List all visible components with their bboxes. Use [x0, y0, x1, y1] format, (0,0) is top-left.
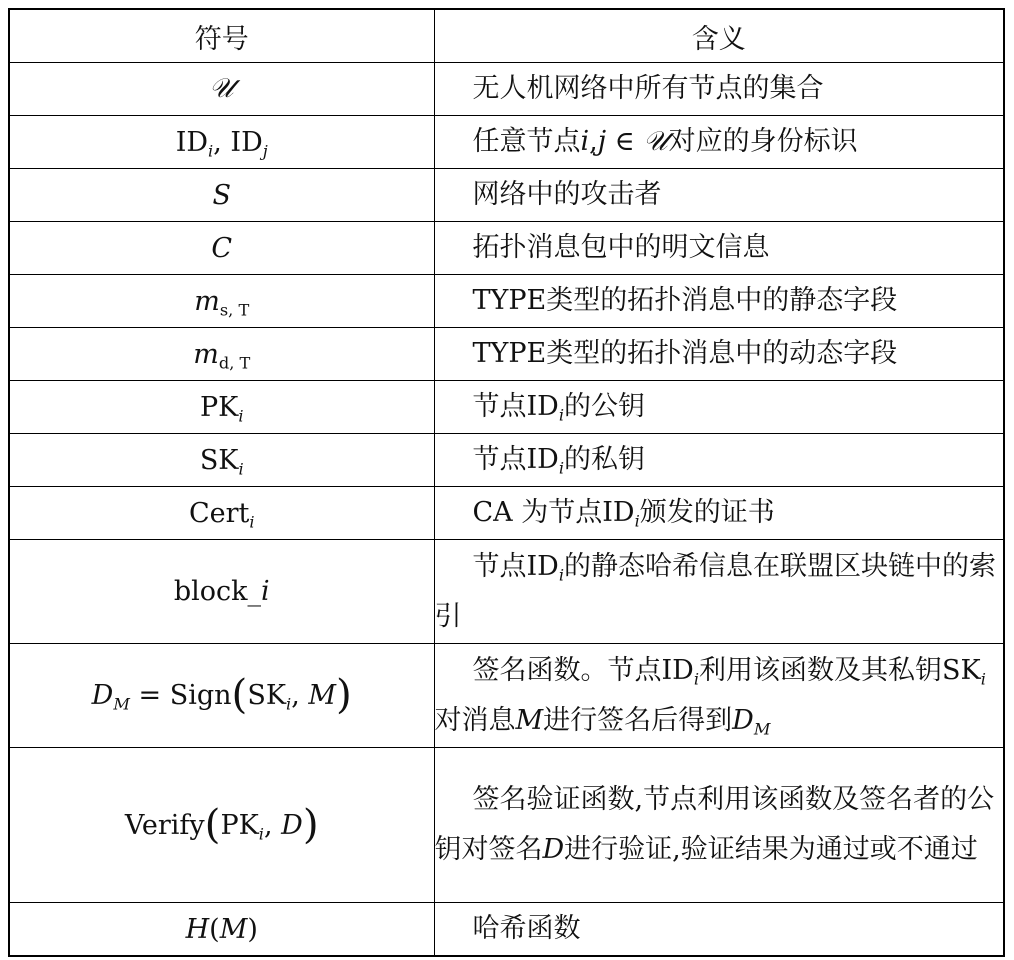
meaning-cell: 签名验证函数,节点利用该函数及签名者的公钥对签名D进行验证,验证结果为通过或不通过 — [434, 748, 1004, 903]
table-row — [9, 116, 1004, 169]
symbol-cell: 𝒰 — [9, 63, 434, 116]
meaning-cell: 节点$ID_i$的公钥 — [434, 381, 1004, 434]
meaning-cell: CA 为节点$ID_i$颁发的证书 — [434, 487, 1004, 540]
meaning-cell: 拓扑消息包中的明文信息 — [434, 222, 1004, 275]
symbol-cell: H(M) — [9, 903, 434, 957]
table-header-row — [9, 9, 1004, 63]
symbol-cell: Cert$_i$ — [9, 487, 434, 540]
meaning-cell: 节点$ID_i$的静态哈希信息在联盟区块链中的索引 — [434, 540, 1004, 644]
table-row — [9, 63, 1004, 116]
symbol-cell: $Verify(PK_i$, D) — [9, 748, 434, 903]
symbol-cell: $m_{s, T}$ — [9, 275, 434, 328]
table-row — [9, 903, 1004, 957]
table-row — [9, 222, 1004, 275]
symbol-cell: $m_{d, T}$ — [9, 328, 434, 381]
table-row — [9, 275, 1004, 328]
meaning-cell: 哈希函数 — [434, 903, 1004, 957]
symbol-cell: block_i — [9, 540, 434, 644]
symbol-cell: $D_M$ = $Sign(SK_i$, M) — [9, 644, 434, 748]
header-symbol: 符号 — [9, 9, 434, 63]
meaning-cell: 任意节点i,j ∈ 𝒰对应的身份标识 — [434, 116, 1004, 169]
symbol-cell: C — [9, 222, 434, 275]
meaning-cell: 节点$ID_i$的私钥 — [434, 434, 1004, 487]
meaning-cell: 无人机网络中所有节点的集合 — [434, 63, 1004, 116]
table-row — [9, 169, 1004, 222]
symbol-cell: $SK_i$ — [9, 434, 434, 487]
meaning-cell: TYPE类型的拓扑消息中的动态字段 — [434, 328, 1004, 381]
symbol-cell: S — [9, 169, 434, 222]
meaning-cell: TYPE类型的拓扑消息中的静态字段 — [434, 275, 1004, 328]
table-row — [9, 328, 1004, 381]
table-row — [9, 748, 1004, 903]
table-row — [9, 644, 1004, 748]
symbol-cell: $ID_i$, $ID_j$ — [9, 116, 434, 169]
table-row — [9, 381, 1004, 434]
table-row — [9, 540, 1004, 644]
table-row — [9, 487, 1004, 540]
table-row — [9, 434, 1004, 487]
meaning-cell: 签名函数。节点$ID_i$利用该函数及其私钥$SK_i$对消息M进行签名后得到$D_M$ — [434, 644, 1004, 748]
symbol-cell: $PK_i$ — [9, 381, 434, 434]
header-meaning: 含义 — [434, 9, 1004, 63]
symbol-table — [8, 8, 1005, 957]
meaning-cell: 网络中的攻击者 — [434, 169, 1004, 222]
